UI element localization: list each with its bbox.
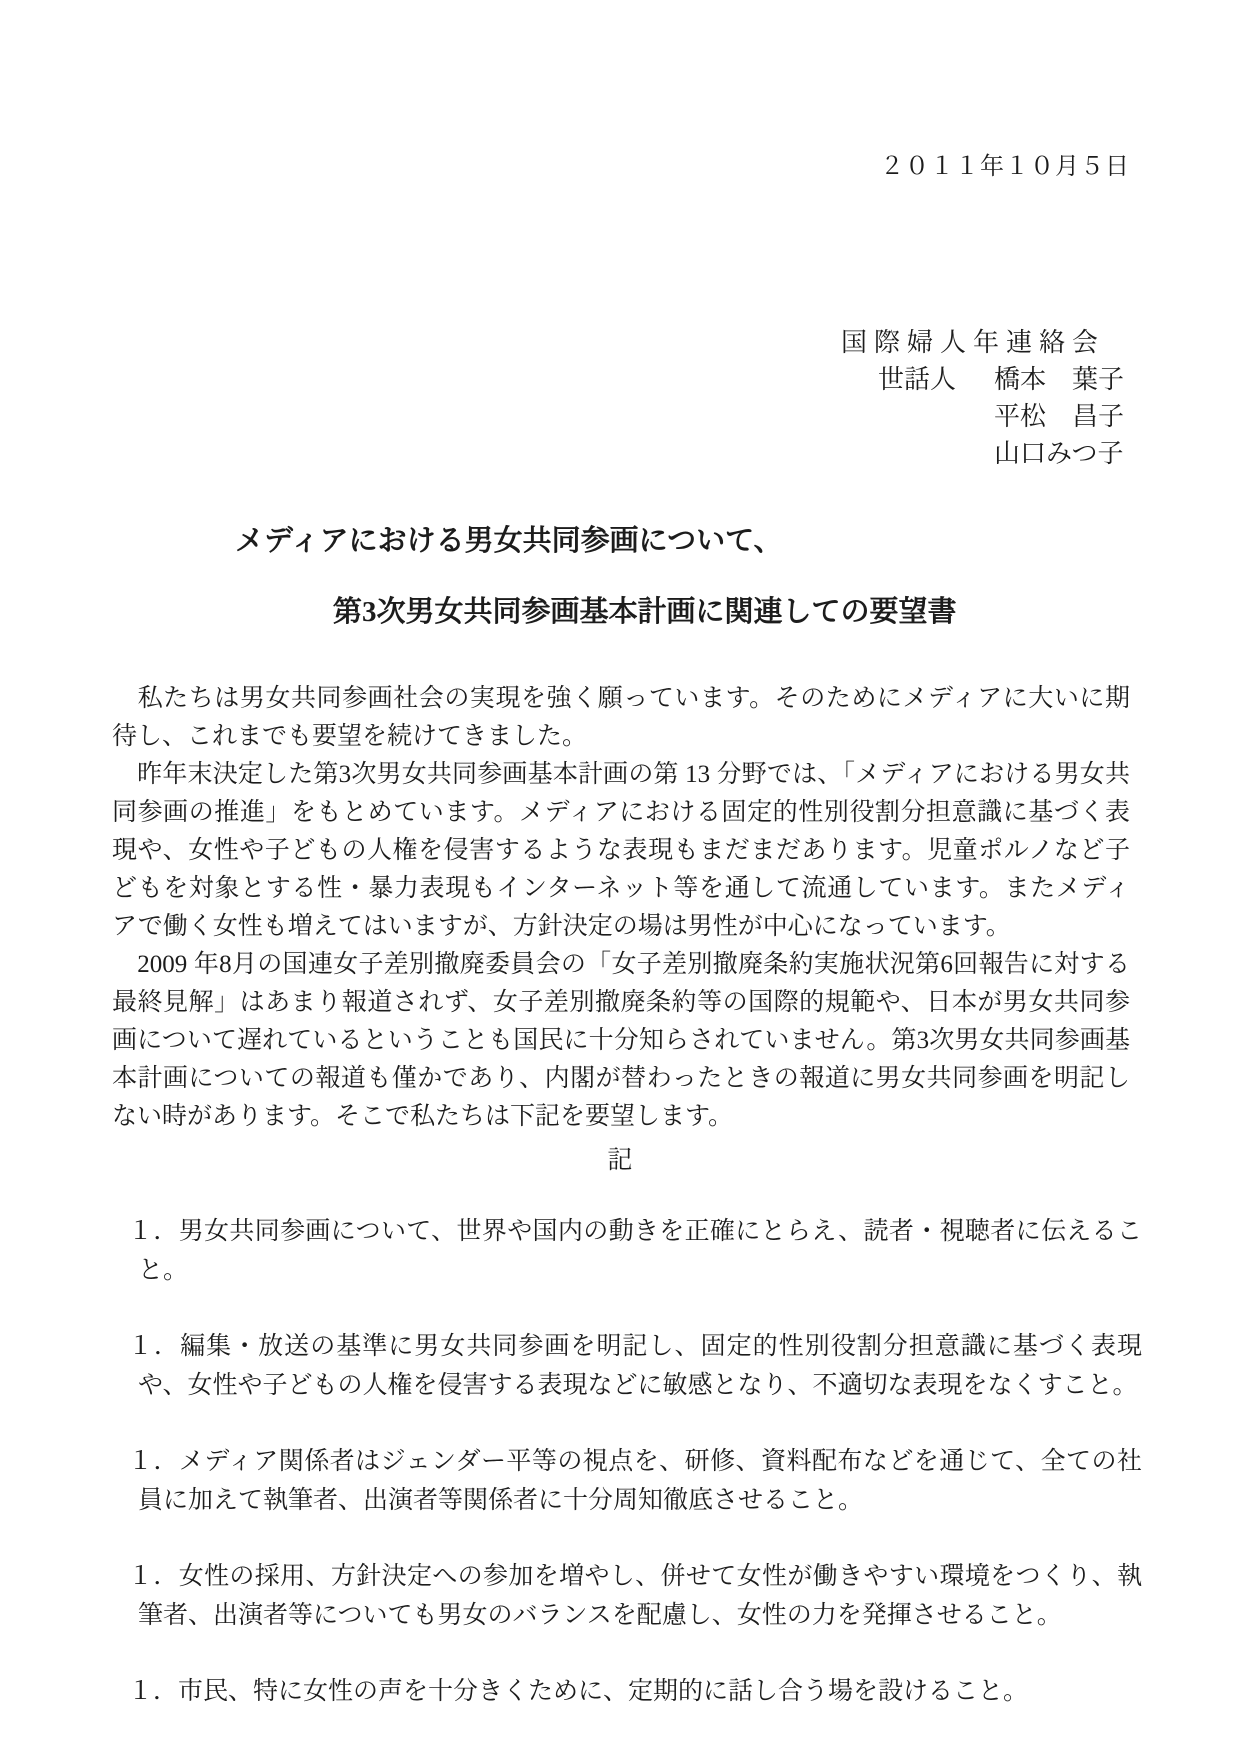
sender-row <box>841 435 1124 472</box>
sender-name: 橋本 葉子 <box>994 365 1125 394</box>
document-date: ２０１１年１０月５日 <box>880 154 1130 180</box>
request-item <box>128 1212 1142 1290</box>
document-title-line1: メディアにおける男女共同参画について、 <box>235 525 783 557</box>
body-paragraph: 私たちは男女共同参画社会の実現を強く願っています。そのためにメディアに大いに期待し、これまでも要望を続けてきました。 <box>112 685 1130 750</box>
request-item <box>128 1327 1142 1405</box>
request-number: １． <box>128 1218 179 1245</box>
request-number: １． <box>128 1448 179 1475</box>
request-text: メディア関係者はジェンダー平等の視点を、研修、資料配布などを通じて、全ての社員に加えて執筆者、出演者等関係者に十分周知徹底させること。 <box>138 1448 1142 1514</box>
sender-block <box>841 324 1124 472</box>
sender-name: 平松 昌子 <box>994 402 1125 431</box>
body-paragraph: 昨年末決定した第3次男女共同参画基本計画の第 13 分野では、「メディアにおける男女共同参画の推進」をもとめています。メディアにおける固定的性別役割分担意識に基づく表現や、女性や子どもの人権を侵害するような表現もまだまだあります。児童ポルノなど子どもを対象とする性・暴力表現もインターネット等を通して流通しています。またメディアで働く女性も増えてはいますが、方針決定の場は男性が中心になっています。 <box>112 761 1130 940</box>
request-text: 女性の採用、方針決定への参加を増やし、併せて女性が働きやすい環境をつくり、執筆者、出演者等についても男女のバランスを配慮し、女性の力を発揮させること。 <box>138 1563 1142 1629</box>
sender-organization: 国際婦人年連絡会 <box>841 328 1106 357</box>
body-paragraphs <box>112 680 1130 1136</box>
request-number: １． <box>128 1563 179 1590</box>
request-item <box>128 1557 1142 1635</box>
request-number: １． <box>128 1333 181 1360</box>
document-title-line2: 第3次男女共同参画基本計画に関連しての要望書 <box>333 596 957 628</box>
sender-row <box>841 361 1124 398</box>
request-item <box>128 1442 1142 1520</box>
body-paragraph: 2009 年8月の国連女子差別撤廃委員会の「女子差別撤廃条約実施状況第6回報告に対する最終見解」はあまり報道されず、女子差別撤廃条約等の国際的規範や、日本が男女共同参画について遅れているということも国民に十分知らされていません。第3次男女共同参画基本計画についての報道も僅かであり、内閣が替わったときの報道に男女共同参画を明記しない時があります。そこで私たちは下記を要望します。 <box>112 951 1130 1130</box>
request-text: 市民、特に女性の声を十分きくために、定期的に話し合う場を設けること。 <box>178 1678 1029 1705</box>
request-text: 男女共同参画について、世界や国内の動きを正確にとらえ、読者・視聴者に伝えること。 <box>138 1218 1142 1284</box>
request-item <box>128 1672 1142 1711</box>
sender-row <box>841 398 1124 435</box>
request-number: １． <box>128 1678 179 1705</box>
sender-role: 世話人 <box>878 365 957 394</box>
request-list <box>128 1212 1142 1748</box>
sender-name: 山口みつ子 <box>994 439 1124 468</box>
request-text: 編集・放送の基準に男女共同参画を明記し、固定的性別役割分担意識に基づく表現や、女性や子どもの人権を侵害する表現などに敏感となり、不適切な表現をなくすこと。 <box>138 1333 1142 1399</box>
record-marker: 記 <box>607 1147 633 1174</box>
